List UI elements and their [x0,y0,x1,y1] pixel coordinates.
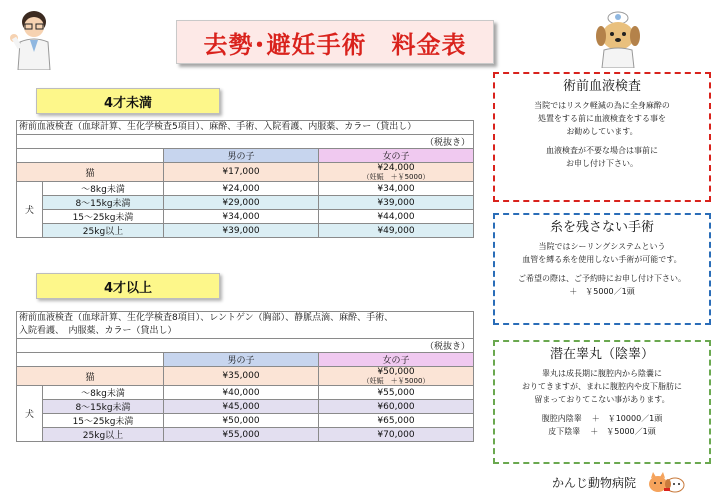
clinic-name: かんじ動物病院 [552,476,637,490]
page-title: 去勢･避妊手術 料金表 [203,30,467,59]
panel-text: ご希望の際は、ご予約時にお申し付け下さい。 [518,274,686,283]
section-header-under-4: 4才未満 [36,88,220,114]
option-price: ＋ ￥5000／1頭 [590,427,656,436]
dog-female-price: ¥34,000 [319,182,474,196]
panel-no-suture-surgery [493,213,711,325]
description-line: 術前血液検査（血球計算、生化学検査8項目）、レントゲン（胸部）、静脈点滴、麻酔、手術、 [19,313,394,323]
option-row [495,412,709,425]
dog-size-label: ～8kg未満 [43,182,164,196]
panel-text: おりてきますが、まれに腹腔内や皮下脂肪に [522,382,682,391]
tax-note: （税抜き） [17,135,474,149]
panel-text: 留まっておりてこない事があります。 [534,395,670,404]
panel-title: 術前血液検査 [562,79,641,94]
cat-female-price-value: ¥24,000 [377,163,415,173]
table-description: 術前血液検査（血球計算、生化学検査5項目）、麻酔、手術、入院看護、内服薬、カラー（貸出し） [17,121,474,135]
dog-size-label: 8～15kg未満 [43,400,164,414]
cat-pregnancy-note: （妊娠 ＋￥5000） [362,377,430,385]
dog-size-label: 8～15kg未満 [43,196,164,210]
column-header-female: 女の子 [319,353,474,367]
dog-male-price: ¥55,000 [164,428,319,442]
dog-female-price: ¥39,000 [319,196,474,210]
cat-label: 猫 [17,367,164,386]
cat-pregnancy-note: （妊娠 ＋￥5000） [362,173,430,181]
dog-male-price: ¥24,000 [164,182,319,196]
price-table-under-4 [16,120,474,238]
cat-female-price-value: ¥50,000 [377,367,415,377]
column-header-female: 女の子 [319,149,474,163]
dog-female-price: ¥65,000 [319,414,474,428]
panel-text: 当院ではリスク軽減の為に全身麻酔の [534,101,670,110]
price-table-4-and-over [16,311,474,442]
panel-cryptorchidism [493,340,711,464]
dog-size-label: 25kg以上 [43,428,164,442]
dog-female-price: ¥55,000 [319,386,474,400]
cat-label: 猫 [17,163,164,182]
cat-female-price [319,367,474,386]
option-row [495,425,709,438]
header-blank [17,149,164,163]
panel-blood-test [493,72,711,202]
dog-female-price: ¥49,000 [319,224,474,238]
panel-text: 当院ではシーリングシステムという [538,242,666,251]
option-label: 腹腔内陰睾 [541,414,582,423]
dog-label: 犬 [17,386,43,442]
panel-text: お勧めしています。 [566,127,638,136]
cat-male-price: ¥35,000 [164,367,319,386]
description-line: 入院看護、 内服薬、カラー（貸出し） [19,326,177,336]
cat-female-price [319,163,474,182]
dog-size-label: 25kg以上 [43,224,164,238]
option-label: 皮下陰睾 [548,427,581,436]
dog-male-price: ¥39,000 [164,224,319,238]
doctor-illustration [6,8,62,70]
dog-label: 犬 [17,182,43,238]
dog-male-price: ¥34,000 [164,210,319,224]
panel-text: 血液検査が不要な場合は事前に [546,146,658,155]
section-header-4-and-over: 4才以上 [36,273,220,299]
dog-male-price: ¥29,000 [164,196,319,210]
panel-text: ＋ ￥5000／1頭 [569,287,635,296]
dog-male-price: ¥50,000 [164,414,319,428]
dog-doctor-illustration [588,8,648,68]
dog-size-label: 15～25kg未満 [43,414,164,428]
column-header-male: 男の子 [164,353,319,367]
cat-dog-illustration [646,470,686,494]
dog-size-label: ～8kg未満 [43,386,164,400]
cat-male-price: ¥17,000 [164,163,319,182]
page-title-box [176,20,494,64]
dog-female-price: ¥70,000 [319,428,474,442]
dog-size-label: 15～25kg未満 [43,210,164,224]
dog-female-price: ¥44,000 [319,210,474,224]
panel-title: 潜在睾丸（陰睾） [549,347,654,362]
header-blank [17,353,164,367]
dog-female-price: ¥60,000 [319,400,474,414]
table-description [17,312,474,339]
panel-text: お申し付け下さい。 [566,159,638,168]
dog-male-price: ¥45,000 [164,400,319,414]
panel-text: 処置をする前に血液検査をする事を [538,114,666,123]
dog-male-price: ¥40,000 [164,386,319,400]
option-price: ＋ ￥10000／1頭 [591,414,663,423]
column-header-male: 男の子 [164,149,319,163]
panel-text: 血管を縛る糸を使用しない手術が可能です。 [522,255,682,264]
tax-note: （税抜き） [17,339,474,353]
panel-title: 糸を残さない手術 [549,220,654,235]
panel-text: 睾丸は成長期に腹腔内から陰嚢に [542,369,662,378]
